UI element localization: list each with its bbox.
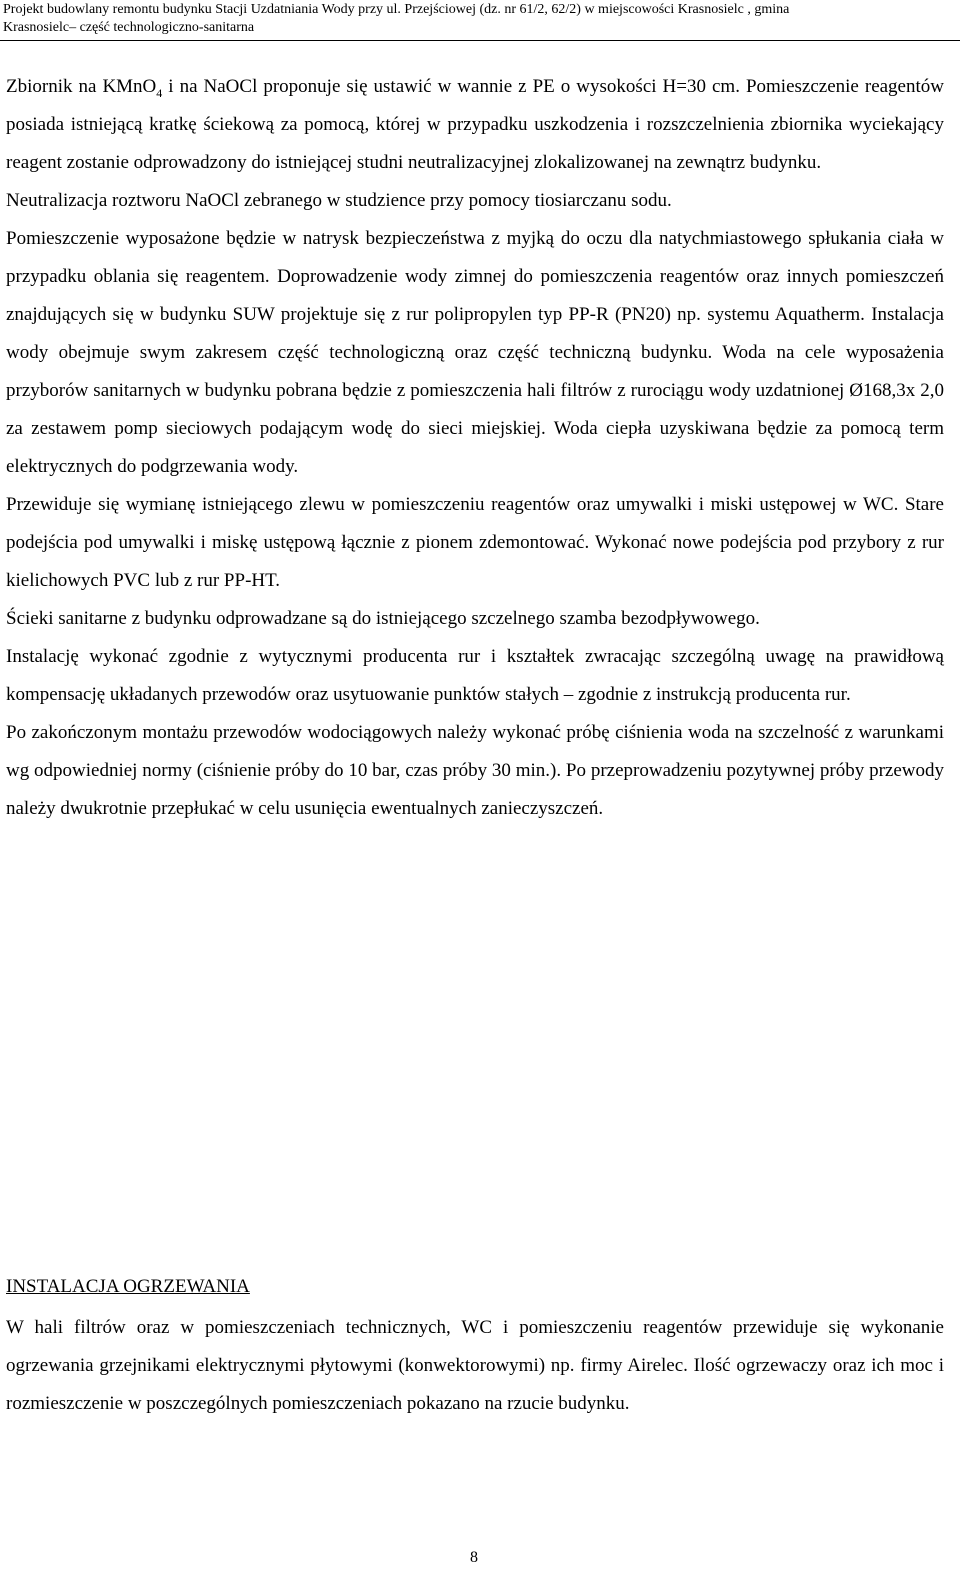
paragraph-fixtures-replacement: Przewiduje się wymianę istniejącego zlewu w pomieszczeniu reagentów oraz umywalki i miski ustępowej w WC. Stare podejścia pod umywalki i miskę ustępową łącznie z pionem zdemontować. Wykonać nowe podejścia pod przybory z rur kielichowych PVC lub z rur PP-HT. (6, 494, 944, 591)
document-body (6, 68, 944, 828)
section-heating-body (6, 1309, 944, 1423)
section-heading-heating: INSTALACJA OGRZEWANIA (6, 1276, 250, 1297)
header-divider (0, 40, 960, 41)
paragraph-tank-placement-rest: i na NaOCl proponuje się ustawić w wannie z PE o wysokości H=30 cm. Pomieszczenie reagentów posiada istniejącą kratkę ściekową za pomocą, której w przypadku uszkodzenia i rozszczelnienia zbiornika wyciekający reagent zostanie odprowadzony do istniejącej studni neutralizacyjnej zlokalizowanej na zewnątrz budynku. (6, 76, 944, 173)
header-line-2: Krasnosielc– część technologiczno-sanitarna (3, 20, 255, 35)
paragraph-sewage: Ścieki sanitarne z budynku odprowadzane są do istniejącego szczelnego szamba bezodpływowego. (6, 608, 760, 629)
paragraph-installation-guidelines: Instalację wykonać zgodnie z wytycznymi producenta rur i kształtek zwracając szczególną uwagę na prawidłową kompensację układanych przewodów oraz usytuowanie punktów stałych – zgodnie z instrukcją producenta rur. (6, 646, 944, 705)
paragraph-neutralization: Neutralizacja roztworu NaOCl zebranego w studzience przy pomocy tiosiarczanu sodu. (6, 190, 672, 211)
page-header (3, 1, 953, 37)
paragraph-tank-placement-start: Zbiornik na KMnO (6, 76, 157, 97)
subscript-4: 4 (156, 85, 163, 100)
paragraph-heating: W hali filtrów oraz w pomieszczeniach technicznych, WC i pomieszczeniu reagentów przewiduje się wykonanie ogrzewania grzejnikami elektrycznymi płytowymi (konwektorowymi) np. firmy Airelec. Ilość ogrzewaczy oraz ich moc i rozmieszczenie w poszczególnych pomieszczeniach pokazano na rzucie budynku. (6, 1317, 944, 1414)
paragraph-tank-placement (6, 68, 944, 182)
page-number: 8 (470, 1549, 478, 1566)
header-line-1: Projekt budowlany remontu budynku Stacji Uzdatniania Wody przy ul. Przejściowej (dz. nr 61/2, 62/2) w miejscowości Krasnosielc , gmina (3, 2, 790, 17)
paragraph-water-installation: Pomieszczenie wyposażone będzie w natrysk bezpieczeństwa z myjką do oczu dla natychmiastowego spłukania ciała w przypadku oblania się reagentem. Doprowadzenie wody zimnej do pomieszczenia reagentów oraz innych pomieszczeń znajdujących się w budynku SUW projektuje się z rur polipropylen typ PP-R (PN20) np. systemu Aquatherm. Instalacja wody obejmuje swym zakresem część technologiczną oraz część techniczną budynku. Woda na cele wyposażenia przyborów sanitarnych w budynku pobrana będzie z pomieszczenia hali filtrów z rurociągu wody uzdatnionej Ø168,3x 2,0 za zestawem pomp sieciowych podającym wodę do sieci miejskiej. Woda ciepła uzyskiwana będzie za pomocą term elektrycznych do podgrzewania wody. (6, 228, 944, 477)
paragraph-pressure-test: Po zakończonym montażu przewodów wodociągowych należy wykonać próbę ciśnienia woda na szczelność z warunkami wg odpowiedniej normy (ciśnienie próby do 10 bar, czas próby 30 min.). Po przeprowadzeniu pozytywnej próby przewody należy dwukrotnie przepłukać w celu usunięcia ewentualnych zanieczyszczeń. (6, 722, 944, 819)
